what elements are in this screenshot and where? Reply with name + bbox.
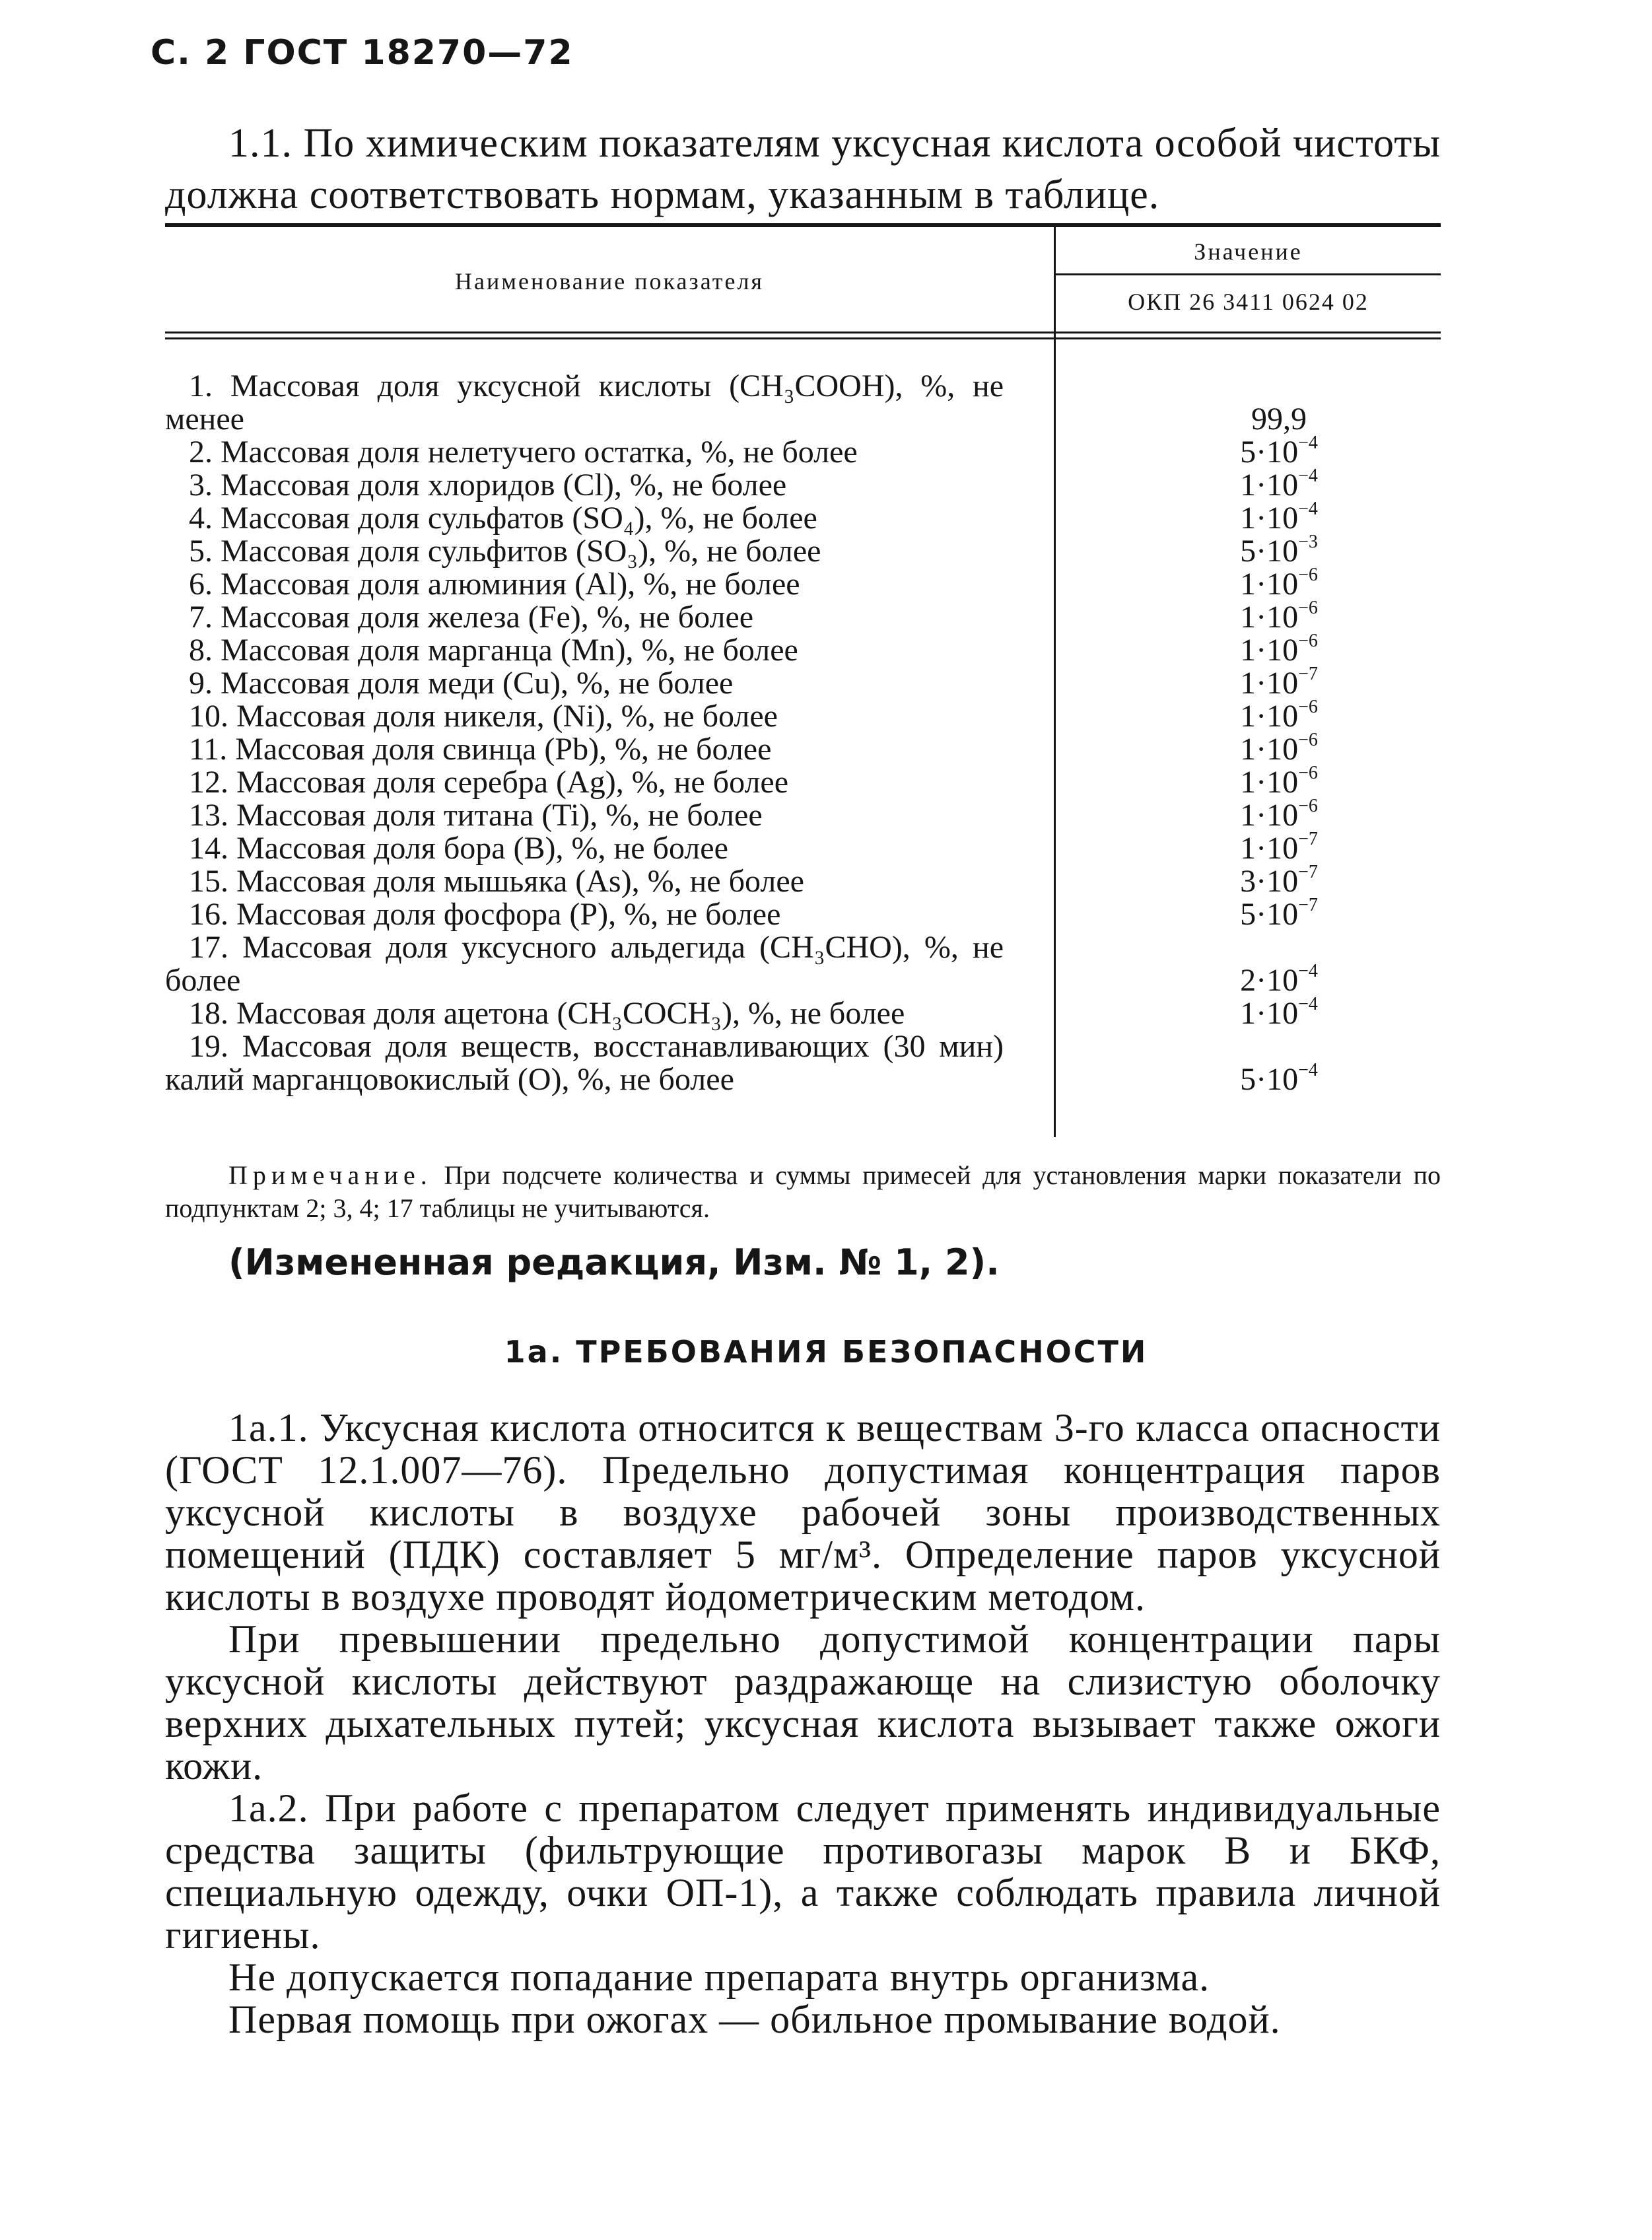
table-note	[165, 1159, 1441, 1225]
indicator-name: 8. Массовая доля марганца (Mn), %, не более	[189, 633, 798, 668]
value-mantissa: 5·10	[1240, 1062, 1299, 1097]
table-row	[165, 994, 1441, 1031]
table-header-rule-2	[165, 337, 1441, 339]
table-row	[165, 829, 1441, 866]
note-label: Примечание.	[228, 1160, 432, 1190]
section-body	[165, 1407, 1441, 2041]
indicator-value	[1117, 763, 1441, 800]
paragraph: 1а.2. При работе с препаратом следует применять индивидуальные средства защиты (фильтрующие противогазы марок В и БКФ, специальную одежду, очки ОП-1), а также соблюдать правила личной гигиены.	[165, 1786, 1441, 1957]
edit-note: (Измененная редакция, Изм. № 1, 2).	[228, 1242, 1000, 1283]
indicator-name: 18. Массовая доля ацетона (CH₃COCH₃), %, не более	[189, 996, 905, 1031]
value-mantissa: 5·10	[1240, 897, 1299, 932]
value-mantissa: 1·10	[1240, 666, 1299, 701]
indicator-name: 4. Массовая доля сульфатов (SO₄), %, не более	[189, 501, 817, 536]
indicator-value	[1117, 532, 1441, 569]
indicator-name: 16. Массовая доля фосфора (P), %, не более	[189, 897, 781, 932]
indicator-value	[1117, 961, 1441, 998]
indicator-name: 3. Массовая доля хлоридов (Cl), %, не более	[189, 468, 787, 503]
value-mantissa: 3·10	[1240, 864, 1299, 899]
indicator-value	[1117, 598, 1441, 635]
table-header-okp: ОКП 26 3411 0624 02	[1128, 289, 1369, 315]
indicator-value	[1117, 403, 1441, 436]
table-row	[165, 370, 1441, 436]
value-mantissa: 99,9	[1251, 402, 1307, 437]
table-row	[165, 862, 1441, 899]
value-mantissa: 1·10	[1240, 633, 1299, 668]
value-exponent: −4	[1298, 1060, 1318, 1080]
indicator-value	[1117, 466, 1441, 503]
indicator-name: 11. Массовая доля свинца (Pb), %, не более	[189, 732, 772, 767]
table-row	[165, 664, 1441, 701]
table-row	[165, 466, 1441, 503]
indicator-name: 13. Массовая доля титана (Ti), %, не более	[189, 798, 763, 833]
table-row	[165, 697, 1441, 734]
value-mantissa: 1·10	[1240, 501, 1299, 536]
value-mantissa: 1·10	[1240, 798, 1299, 833]
value-exponent: −7	[1298, 829, 1318, 849]
table-row	[165, 763, 1441, 800]
note-text: При подсчете количества и суммы примесей для установления марки показатели по подпунктам 2; 3, 4; 17 таблицы не учитываются.	[165, 1160, 1441, 1223]
indicator-value	[1117, 433, 1441, 470]
value-mantissa: 1·10	[1240, 996, 1299, 1031]
indicator-value	[1117, 631, 1441, 668]
value-mantissa: 1·10	[1240, 468, 1299, 503]
table-row	[165, 895, 1441, 932]
indicator-name: 12. Массовая доля серебра (Ag), %, не более	[189, 765, 789, 800]
paragraph: Первая помощь при ожогах — обильное промывание водой.	[228, 1998, 1281, 2041]
value-exponent: −6	[1298, 730, 1318, 750]
table-row	[165, 796, 1441, 833]
table-header-rule	[165, 332, 1441, 333]
table-row	[165, 730, 1441, 767]
indicator-value	[1117, 499, 1441, 536]
indicator-value	[1117, 664, 1441, 701]
indicator-name: 17. Массовая доля уксусного альдегида (CH₃CHO), %, не более	[165, 930, 1004, 998]
indicator-value	[1117, 697, 1441, 734]
value-exponent: −7	[1298, 664, 1318, 684]
value-mantissa: 5·10	[1240, 534, 1299, 569]
indicator-name: 2. Массовая доля нелетучего остатка, %, не более	[189, 435, 858, 470]
indicator-value	[1117, 994, 1441, 1031]
table-row	[165, 532, 1441, 569]
table-header-name: Наименование показателя	[455, 268, 764, 295]
paragraph: При превышении предельно допустимой концентрации пары уксусной кислоты действуют раздражающе на слизистую оболочку верхних дыхательных путей; уксусная кислота вызывает также ожоги кожи.	[165, 1617, 1441, 1788]
value-exponent: −4	[1298, 961, 1318, 981]
value-mantissa: 1·10	[1240, 765, 1299, 800]
value-exponent: −4	[1298, 994, 1318, 1014]
indicator-name: 7. Массовая доля железа (Fe), %, не более	[189, 600, 754, 635]
section-title: 1а. ТРЕБОВАНИЯ БЕЗОПАСНОСТИ	[504, 1334, 1148, 1370]
indicator-name: 14. Массовая доля бора (B), %, не более	[189, 831, 728, 866]
value-exponent: −6	[1298, 598, 1318, 618]
table-row	[165, 565, 1441, 602]
indicator-value	[1117, 1060, 1441, 1097]
indicator-name: 1. Массовая доля уксусной кислоты (CH₃COOH), %, не менее	[165, 368, 1004, 437]
value-mantissa: 1·10	[1240, 699, 1299, 734]
table-row	[165, 631, 1441, 668]
value-exponent: −6	[1298, 796, 1318, 816]
table-row	[165, 499, 1441, 536]
indicator-name: 10. Массовая доля никеля, (Ni), %, не более	[189, 699, 778, 734]
intro-paragraph: 1.1. По химическим показателям уксусная кислота особой чистоты должна соответствовать нормам, указанным в таблице.	[165, 121, 1441, 217]
value-exponent: −6	[1298, 697, 1318, 717]
value-mantissa: 1·10	[1240, 831, 1299, 866]
value-exponent: −7	[1298, 862, 1318, 882]
value-mantissa: 1·10	[1240, 732, 1299, 767]
value-exponent: −7	[1298, 895, 1318, 915]
paragraph: Не допускается попадание препарата внутрь организма.	[228, 1955, 1210, 1999]
value-mantissa: 5·10	[1240, 435, 1299, 470]
table-row	[165, 598, 1441, 635]
indicator-name: 9. Массовая доля меди (Cu), %, не более	[189, 666, 734, 701]
value-mantissa: 1·10	[1240, 600, 1299, 635]
table-body	[165, 370, 1441, 1096]
indicator-value	[1117, 862, 1441, 899]
table-subheader-rule	[1056, 273, 1441, 275]
indicator-value	[1117, 730, 1441, 767]
table-header-value: Значение	[1194, 238, 1303, 265]
indicator-name: 5. Массовая доля сульфитов (SO₃), %, не более	[189, 534, 821, 569]
indicator-value	[1117, 565, 1441, 602]
indicator-name: 19. Массовая доля веществ, восстанавливающих (30 мин) калий марганцовокислый (O), %, не более	[165, 1029, 1004, 1097]
table-top-rule	[165, 223, 1441, 227]
indicator-value	[1117, 895, 1441, 932]
indicator-value	[1117, 829, 1441, 866]
value-mantissa: 2·10	[1240, 963, 1299, 998]
value-exponent: −6	[1298, 763, 1318, 783]
table-row	[165, 433, 1441, 470]
indicator-name: 15. Массовая доля мышьяка (As), %, не более	[189, 864, 804, 899]
table-row	[165, 1030, 1441, 1096]
indicator-name: 6. Массовая доля алюминия (Al), %, не более	[189, 567, 800, 602]
value-mantissa: 1·10	[1240, 567, 1299, 602]
value-exponent: −3	[1298, 532, 1318, 552]
indicator-value	[1117, 796, 1441, 833]
value-exponent: −4	[1298, 466, 1318, 486]
value-exponent: −4	[1298, 433, 1318, 453]
value-exponent: −4	[1298, 499, 1318, 519]
table-row	[165, 931, 1441, 997]
value-exponent: −6	[1298, 631, 1318, 651]
value-exponent: −6	[1298, 565, 1318, 585]
page-header: С. 2 ГОСТ 18270—72	[151, 33, 574, 73]
paragraph: 1а.1. Уксусная кислота относится к веществам 3-го класса опасности (ГОСТ 12.1.007—76). Предельно допустимая концентрация паров уксусной кислоты в воздухе рабочей зоны производственных помещений (ПДК) составляет 5 мг/м³. Определение паров уксусной кислоты в воздухе проводят йодометрическим методом.	[165, 1406, 1441, 1619]
